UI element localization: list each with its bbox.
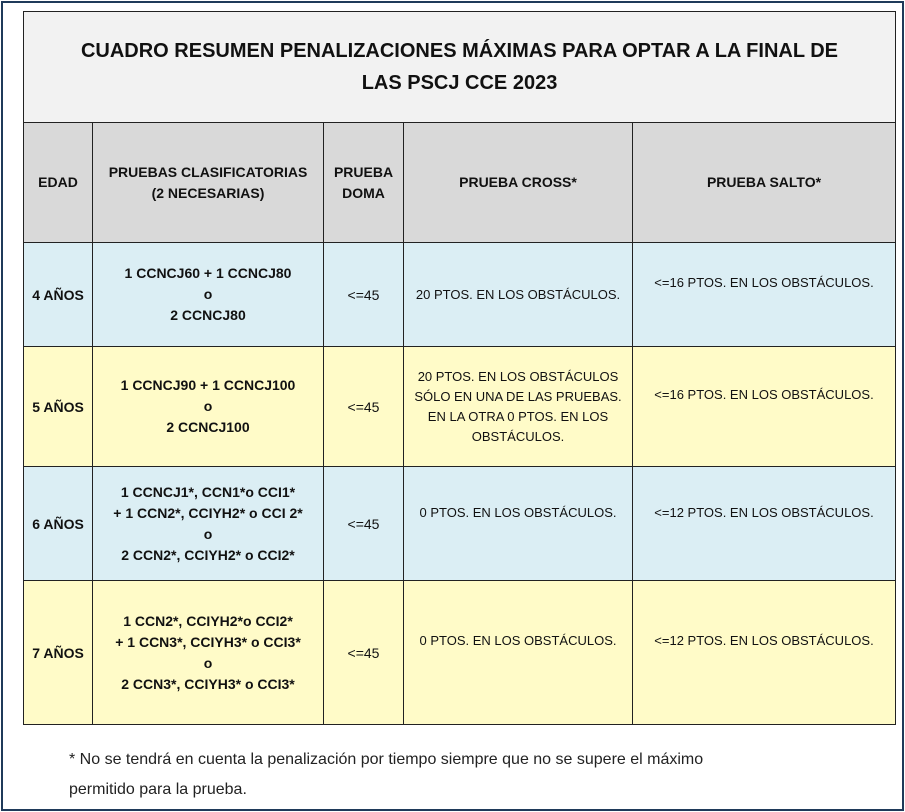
pruebas-line: o bbox=[203, 525, 213, 542]
cell-edad: 6 AÑOS bbox=[24, 467, 93, 581]
pruebas-line: 2 CCN2*, CCIYH2* o CCI2* bbox=[121, 546, 295, 563]
cross-line: 0 PTOS. EN LOS OBSTÁCULOS. bbox=[419, 633, 617, 648]
cross-line: SÓLO EN UNA DE LAS PRUEBAS. bbox=[414, 388, 622, 404]
pruebas-line: 1 CCNCJ60 + 1 CCNCJ80 bbox=[124, 265, 292, 281]
cell-doma: <=45 bbox=[324, 347, 404, 467]
header-prueba-salto: PRUEBA SALTO* bbox=[633, 123, 896, 243]
header-prueba-doma bbox=[324, 123, 404, 243]
cell-doma: <=45 bbox=[324, 581, 404, 725]
cell-salto: <=12 PTOS. EN LOS OBSTÁCULOS. bbox=[633, 467, 896, 581]
pruebas-line: 1 CCNCJ1*, CCN1*o CCI1* bbox=[120, 483, 296, 500]
header-clasificatorias-line2: (2 NECESARIAS) bbox=[151, 184, 265, 201]
header-clasificatorias-line1: PRUEBAS CLASIFICATORIAS bbox=[108, 163, 308, 180]
title-row bbox=[24, 12, 896, 123]
footnote-line1: * No se tendrá en cuenta la penalización por tiempo siempre que no se supere el máximo bbox=[69, 751, 704, 768]
cell-salto: <=16 PTOS. EN LOS OBSTÁCULOS. bbox=[633, 243, 896, 347]
cross-line: EN LA OTRA 0 PTOS. EN LOS bbox=[427, 408, 609, 424]
cell-edad: 5 AÑOS bbox=[24, 347, 93, 467]
table-title-line2: LAS PSCJ CCE 2023 bbox=[361, 72, 558, 94]
header-prueba-cross: PRUEBA CROSS* bbox=[404, 123, 633, 243]
pruebas-line: 2 CCN3*, CCIYH3* o CCI3* bbox=[121, 675, 295, 692]
cross-line: OBSTÁCULOS. bbox=[471, 428, 565, 444]
pruebas-line: 2 CCNCJ100 bbox=[166, 419, 250, 435]
table-row bbox=[24, 467, 896, 581]
footnote-line2: permitido para la prueba. bbox=[69, 781, 247, 798]
cell-doma: <=45 bbox=[324, 467, 404, 581]
pruebas-line: o bbox=[203, 654, 213, 671]
table-title bbox=[24, 12, 896, 123]
cell-cross bbox=[404, 581, 633, 725]
cell-cross bbox=[404, 347, 633, 467]
footnote bbox=[69, 745, 869, 805]
summary-table bbox=[23, 11, 896, 725]
pruebas-line: o bbox=[203, 398, 213, 414]
table-row bbox=[24, 581, 896, 725]
cell-edad: 7 AÑOS bbox=[24, 581, 93, 725]
cell-pruebas bbox=[93, 347, 324, 467]
header-row bbox=[24, 123, 896, 243]
pruebas-line: 1 CCNCJ90 + 1 CCNCJ100 bbox=[120, 377, 296, 393]
header-edad: EDAD bbox=[24, 123, 93, 243]
table-row bbox=[24, 347, 896, 467]
header-pruebas-clasificatorias bbox=[93, 123, 324, 243]
pruebas-line: 2 CCNCJ80 bbox=[170, 307, 246, 323]
cell-cross bbox=[404, 467, 633, 581]
header-doma-line1: PRUEBA bbox=[333, 163, 394, 180]
pruebas-line: 1 CCN2*, CCIYH2*o CCI2* bbox=[123, 612, 293, 629]
cell-pruebas bbox=[93, 467, 324, 581]
pruebas-line: + 1 CCN3*, CCIYH3* o CCI3* bbox=[115, 633, 301, 650]
cell-salto: <=12 PTOS. EN LOS OBSTÁCULOS. bbox=[633, 581, 896, 725]
cross-line: 20 PTOS. EN LOS OBSTÁCULOS. bbox=[415, 286, 621, 302]
cell-edad: 4 AÑOS bbox=[24, 243, 93, 347]
cross-line: 0 PTOS. EN LOS OBSTÁCULOS. bbox=[419, 505, 617, 520]
table-title-line1: CUADRO RESUMEN PENALIZACIONES MÁXIMAS PARA OPTAR A LA FINAL DE bbox=[80, 40, 839, 62]
cell-pruebas bbox=[93, 243, 324, 347]
pruebas-line: o bbox=[203, 286, 213, 302]
cell-salto: <=16 PTOS. EN LOS OBSTÁCULOS. bbox=[633, 347, 896, 467]
document-frame bbox=[1, 1, 904, 811]
pruebas-line: + 1 CCN2*, CCIYH2* o CCI 2* bbox=[113, 504, 303, 521]
table-row bbox=[24, 243, 896, 347]
cross-line: 20 PTOS. EN LOS OBSTÁCULOS bbox=[417, 368, 619, 384]
header-doma-line2: DOMA bbox=[342, 184, 385, 201]
cell-doma: <=45 bbox=[324, 243, 404, 347]
cell-pruebas bbox=[93, 581, 324, 725]
cell-cross bbox=[404, 243, 633, 347]
